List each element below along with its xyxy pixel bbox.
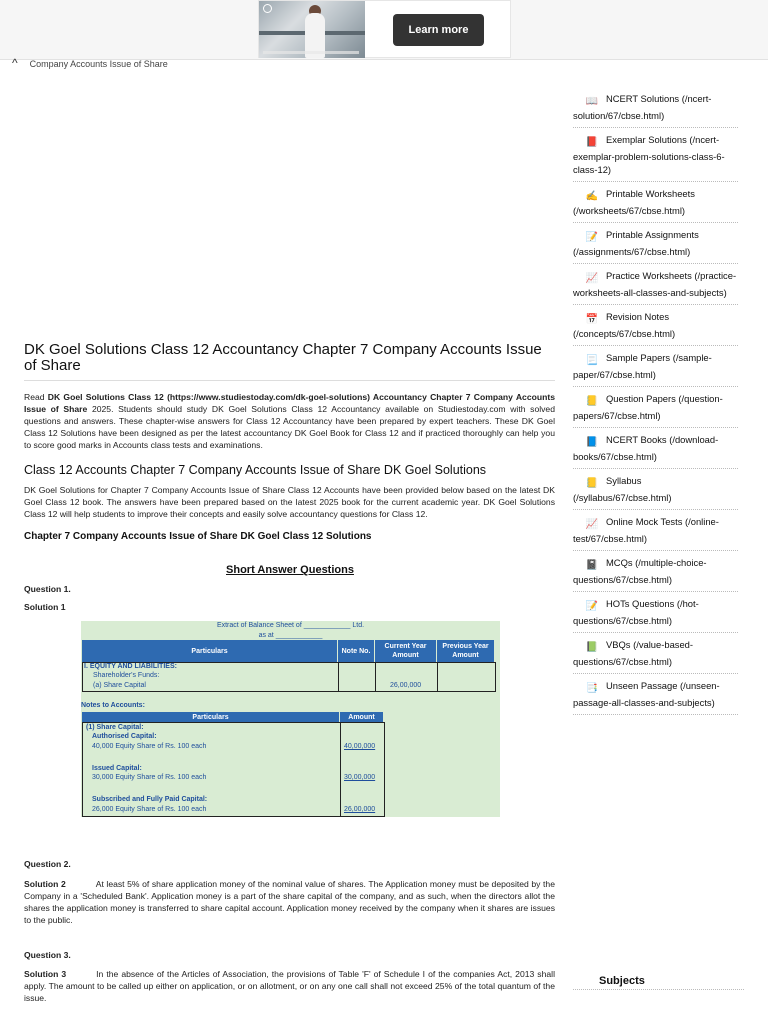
- sidebar-link-label[interactable]: Online Mock Tests (/online-test/67/cbse.html): [573, 516, 719, 544]
- balance-sheet-as-at: as at ____________: [258, 632, 323, 639]
- note-subscribed-shares: 26,000 Equity Share of Rs. 100 each: [92, 806, 207, 813]
- question-3-label: Question 3.: [24, 950, 71, 960]
- note-issued: Issued Capital:: [92, 765, 142, 772]
- solution-2: [24, 878, 555, 926]
- balance-sheet-image: [81, 621, 500, 817]
- sidebar-link-label[interactable]: Printable Worksheets (/worksheets/67/cbse.html): [573, 188, 695, 216]
- breadcrumb: [12, 56, 168, 70]
- solution-2-label: Solution 2: [24, 879, 66, 889]
- sidebar-link[interactable]: [573, 551, 738, 592]
- note-issued-shares: 30,000 Equity Share of Rs. 100 each: [92, 774, 207, 781]
- solution-3: [24, 968, 555, 1004]
- intro-paragraph: Read DK Goel Solutions Class 12 (https://www.studiestoday.com/dk-goel-solutions) Accountancy Chapter 7 Company Accounts Issue of Share 2025. Students should study DK Goel Solutions Class 12 Accountancy available on Studiestoday.com with solved questions and answers. These chapter-wise answers for Class 12 Accountancy have been prepared by expert teachers. These DK Goel Class 12 Solutions have been designed as per the latest accountancy DK Goel Book for Class 12 and if practiced thoroughly can help you to score good marks in Accounts class tests and examinations.: [24, 392, 555, 450]
- balance-sheet-title: Extract of Balance Sheet of ____________ Ltd.: [216, 622, 365, 629]
- sidebar-link[interactable]: [573, 469, 738, 510]
- sidebar-link[interactable]: [573, 223, 738, 264]
- memo-icon: 📝: [585, 601, 599, 612]
- note-authorised: Authorised Capital:: [92, 733, 157, 740]
- chapter-heading: Chapter 7 Company Accounts Issue of Share DK Goel Class 12 Solutions: [24, 531, 372, 542]
- notes-title: Notes to Accounts:: [81, 702, 145, 709]
- notebook-icon: 📓: [585, 560, 599, 571]
- sidebar-link-label[interactable]: Exemplar Solutions (/ncert-exemplar-problem-solutions-class-6-class-12): [573, 134, 725, 175]
- note-subscribed-value: 26,00,000: [344, 806, 376, 813]
- notes-col-particulars: Particulars: [82, 712, 340, 722]
- note-share-capital: (1) Share Capital:: [86, 724, 144, 731]
- yellow-book-icon: 📒: [585, 396, 599, 407]
- chart-up-icon: 📈: [585, 519, 599, 530]
- sidebar-link[interactable]: [573, 182, 738, 223]
- section-subtitle: Class 12 Accounts Chapter 7 Company Accounts Issue of Share DK Goel Solutions: [24, 463, 487, 477]
- ad-info-icon[interactable]: [263, 4, 272, 13]
- red-book-icon: 📕: [585, 137, 599, 148]
- page-icon: 📃: [585, 355, 599, 366]
- sidebar-link-label[interactable]: Question Papers (/question-papers/67/cbse.html): [573, 393, 723, 421]
- note-authorised-shares: 40,000 Equity Share of Rs. 100 each: [92, 743, 207, 750]
- sidebar-link[interactable]: [573, 305, 738, 346]
- row-equity: I. EQUITY AND LIABILITIES:: [84, 663, 177, 670]
- col-previous: Previous Year Amount: [437, 640, 495, 662]
- sidebar-link[interactable]: [573, 264, 738, 305]
- short-answer-heading: Short Answer Questions: [226, 564, 354, 576]
- sidebar-link[interactable]: [573, 674, 738, 715]
- row-shareholders-funds: Shareholder's Funds:: [93, 672, 160, 679]
- note-issued-value: 30,00,000: [344, 774, 376, 781]
- learn-more-button[interactable]: Learn more: [393, 14, 484, 46]
- col-current: Current Year Amount: [375, 640, 437, 662]
- sidebar-link-label[interactable]: MCQs (/multiple-choice-questions/67/cbse.html): [573, 557, 707, 585]
- col-note: Note No.: [338, 640, 375, 662]
- notes-col-amount: Amount: [340, 712, 384, 722]
- sidebar-link-label[interactable]: Printable Assignments (/assignments/67/cbse.html): [573, 229, 699, 257]
- green-book-icon: 📗: [585, 642, 599, 653]
- ad-image[interactable]: [259, 1, 365, 58]
- ad-banner[interactable]: [258, 0, 511, 58]
- calendar-icon: 📅: [585, 314, 599, 325]
- sidebar-link[interactable]: [573, 510, 738, 551]
- sidebar-link[interactable]: [573, 387, 738, 428]
- sidebar-link[interactable]: [573, 346, 738, 387]
- solution-3-text: In the absence of the Articles of Association, the provisions of Table 'F' of Schedule I of the companies Act, 2013 shall apply. The amount to be called up either on application, or on allotment, or on any one call shall not exceed 25% of the total quantum of the issue.: [24, 969, 555, 1003]
- note-cell: [338, 662, 376, 692]
- sidebar-link[interactable]: [573, 87, 738, 128]
- sidebar-link[interactable]: [573, 592, 738, 633]
- open-book-icon: 📖: [585, 96, 599, 107]
- bookmark-tabs-icon: 📑: [585, 683, 599, 694]
- col-particulars: Particulars: [82, 640, 338, 662]
- page-title: DK Goel Solutions Class 12 Accountancy Chapter 7 Company Accounts Issue of Share: [24, 342, 555, 381]
- ad-bar: [0, 0, 768, 60]
- ledger-icon: 📒: [585, 478, 599, 489]
- question-1-label: Question 1.: [24, 584, 71, 594]
- question-2-label: Question 2.: [24, 859, 71, 869]
- sidebar-link-label[interactable]: Sample Papers (/sample-paper/67/cbse.html): [573, 352, 712, 380]
- previous-cell: [437, 662, 496, 692]
- sidebar-link-label[interactable]: Revision Notes (/concepts/67/cbse.html): [573, 311, 676, 339]
- solution-3-label: Solution 3: [24, 969, 67, 979]
- description-paragraph: DK Goel Solutions for Chapter 7 Company Accounts Issue of Share Class 12 Accounts have been provided below based on the latest DK Goel Class 12 book. The answers have been prepared based on the latest 2025 book for the current academic year. DK Goel Solutions Class 12 will help students to improve their concepts and easily solve accountancy questions for Class 12.: [24, 485, 555, 519]
- writing-hand-icon: ✍: [585, 191, 599, 202]
- sidebar-link-label[interactable]: HOTs Questions (/hot-questions/67/cbse.html): [573, 598, 699, 626]
- sidebar-link-label[interactable]: Unseen Passage (/unseen-passage-all-classes-and-subjects): [573, 680, 720, 708]
- row-share-capital-value: 26,00,000: [390, 682, 422, 689]
- sidebar-link-label[interactable]: Syllabus (/syllabus/67/cbse.html): [573, 475, 672, 503]
- memo-icon: 📝: [585, 232, 599, 243]
- note-subscribed: Subscribed and Fully Paid Capital:: [92, 796, 208, 803]
- sidebar-link-label[interactable]: Practice Worksheets (/practice-worksheets-all-classes-and-subjects): [573, 270, 737, 298]
- note-authorised-value: 40,00,000: [344, 743, 376, 750]
- sidebar-link[interactable]: [573, 428, 738, 469]
- breadcrumb-text[interactable]: Company Accounts Issue of Share: [29, 59, 168, 69]
- solution-2-text: At least 5% of share application money of the nominal value of shares. The Application money must be deposited by the Company in a 'Scheduled Bank'. Application money is a part of the share capital of the company, and as such, when the directors allot the shares the application money is transferred to share capital account. Application money received by the company when it shares are issues to the public.: [24, 879, 555, 925]
- sidebar-links: [573, 87, 738, 715]
- sidebar-link-label[interactable]: NCERT Books (/download-books/67/cbse.html): [573, 434, 719, 462]
- solution-1-label: Solution 1: [24, 602, 66, 612]
- notes-amount-cell: [340, 722, 385, 817]
- blue-book-icon: 📘: [585, 437, 599, 448]
- sidebar-link[interactable]: [573, 633, 738, 674]
- sidebar-link[interactable]: [573, 128, 738, 182]
- intro-link[interactable]: DK Goel Solutions Class 12 (https://www.studiestoday.com/dk-goel-solutions) Accountancy Chapter 7 Company Accounts Issue of Share: [24, 392, 555, 414]
- chart-up-icon: 📈: [585, 273, 599, 284]
- sidebar-link-label[interactable]: VBQs (/value-based-questions/67/cbse.html): [573, 639, 694, 667]
- row-share-capital: (a) Share Capital: [93, 682, 146, 689]
- subjects-heading: Subjects: [573, 975, 744, 990]
- scroll-up-icon[interactable]: ^: [12, 56, 18, 70]
- sidebar-link-label[interactable]: NCERT Solutions (/ncert-solution/67/cbse.html): [573, 93, 712, 121]
